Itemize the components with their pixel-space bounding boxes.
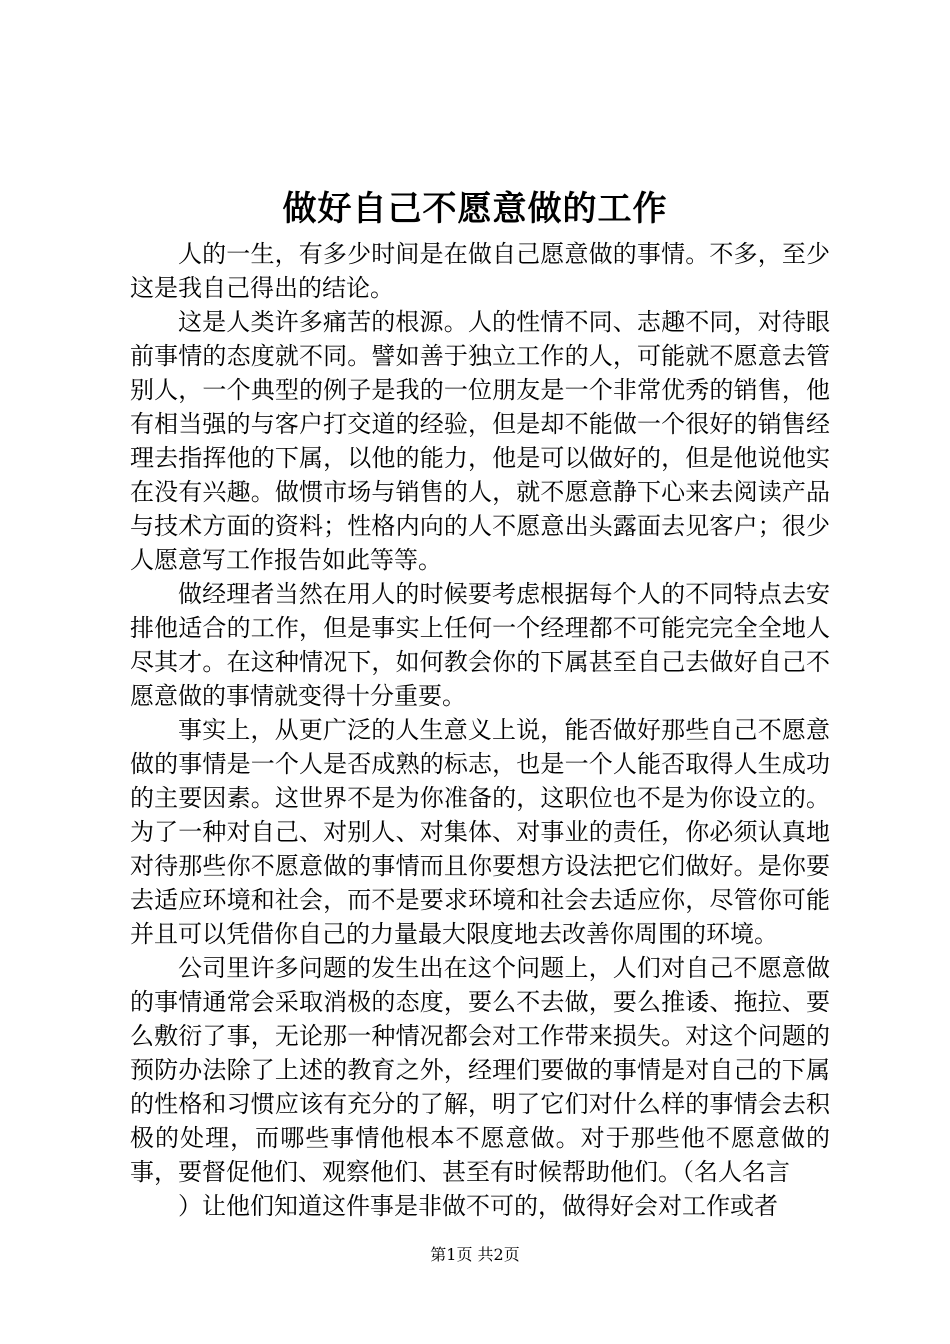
paragraph-3: 做经理者当然在用人的时候要考虑根据每个人的不同特点去安排他适合的工作，但是事实上任何一个经理都不可能完完全全地人尽其才。在这种情况下，如何教会你的下属甚至自己去做好自己不愿意做的事情就变得十分重要。 [130, 580, 830, 710]
page-number-footer: 第1页 共2页 [430, 1245, 520, 1264]
document-body [130, 237, 830, 1223]
paragraph-5: 公司里许多问题的发生出在这个问题上，人们对自己不愿意做的事情通常会采取消极的态度，要么不去做，要么推诿、拖拉、要么敷衍了事，无论那一种情况都会对工作带来损失。对这个问题的预防办法除了上述的教育之外，经理们要做的事情是对自己的下属的性格和习惯应该有充分的了解，明了它们对什么样的事情会去积极的处理，而哪些事情他根本不愿意做。对于那些他不愿意做的事，要督促他们、观察他们、甚至有时候帮助他们。（名人名言 [130, 954, 830, 1186]
paragraph-1: 人的一生，有多少时间是在做自己愿意做的事情。不多，至少这是我自己得出的结论。 [130, 240, 830, 302]
paragraph-4: 事实上，从更广泛的人生意义上说，能否做好那些自己不愿意做的事情是一个人是否成熟的标志，也是一个人能否取得人生成功的主要因素。这世界不是为你准备的，这职位也不是为你设立的。为了一种对自己、对别人、对集体、对事业的责任，你必须认真地对待那些你不愿意做的事情而且你要想方设法把它们做好。是你要去适应环境和社会，而不是要求环境和社会去适应你，尽管你可能并且可以凭借你自己的力量最大限度地去改善你周围的环境。 [130, 716, 830, 948]
paragraph-6: ）让他们知道这件事是非做不可的，做得好会对工作或者 [178, 1192, 778, 1220]
document-title: 做好自己不愿意做的工作 [282, 189, 668, 229]
paragraph-2: 这是人类许多痛苦的根源。人的性情不同、志趣不同，对待眼前事情的态度就不同。譬如善于独立工作的人，可能就不愿意去管别人，一个典型的例子是我的一位朋友是一个非常优秀的销售，他有相当强的与客户打交道的经验，但是却不能做一个很好的销售经理去指挥他的下属，以他的能力，他是可以做好的，但是他说他实在没有兴趣。做惯市场与销售的人，就不愿意静下心来去阅读产品与技术方面的资料；性格内向的人不愿意出头露面去见客户；很少人愿意写工作报告如此等等。 [130, 308, 830, 574]
